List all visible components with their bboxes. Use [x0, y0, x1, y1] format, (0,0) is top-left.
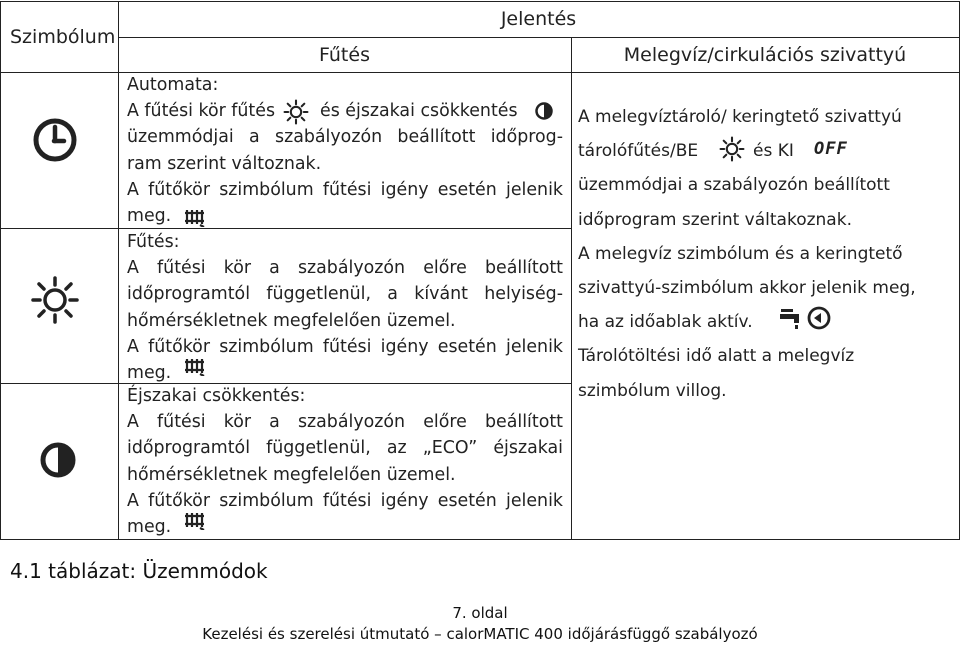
table-header-divider: [118, 37, 959, 38]
hotwater-line-9: szimbólum villog.: [578, 380, 727, 401]
heating-mode-line-1: A fűtési kör a szabályozón előre beállított: [127, 258, 563, 279]
eco-mode-line-5: [127, 514, 563, 540]
heating-mode-line-4: A fűtőkör szimbólum fűtési igény esetén jelenik: [127, 336, 563, 357]
eco-mode-line-4: A fűtőkör szimbólum fűtési igény esetén jelenik: [127, 490, 563, 511]
hotwater-line-8: Tárolótöltési idő alatt a melegvíz: [578, 346, 855, 367]
hotwater-cell: [578, 100, 953, 408]
radiator-icon: [184, 205, 206, 227]
heating-mode-cell: [127, 229, 563, 386]
auto-mode-line-5-text: meg.: [127, 205, 172, 226]
half-moon-icon: [534, 101, 554, 121]
heating-mode-title: Fűtés:: [127, 232, 180, 252]
auto-mode-line-1-b: és éjszakai csökkentés: [320, 101, 518, 122]
hotwater-line-2-b: és KI: [753, 141, 794, 162]
sun-icon: [719, 136, 745, 162]
hotwater-line-1: A melegvíztároló/ keringtető szivattyú: [578, 107, 902, 127]
table-border-left: [0, 1, 1, 540]
hotwater-line-4: időprogram szerint váltakoznak.: [578, 209, 852, 230]
heating-mode-line-2: időprogramtól függetlenül, a kívánt helyiség-: [127, 284, 563, 305]
eco-mode-line-2: időprogramtól függetlenül, az „ECO” éjszakai: [127, 438, 563, 459]
hotwater-line-5: A melegvíz szimbólum és a keringtető: [578, 243, 903, 264]
hotwater-line-7-text: ha az időablak aktív.: [578, 312, 753, 333]
eco-mode-line-3: hőmérsékletnek megfelelően üzemel.: [127, 464, 456, 485]
eco-mode-line-5-text: meg.: [127, 516, 172, 537]
auto-mode-cell: [127, 72, 563, 229]
clock-icon: [31, 116, 79, 164]
header-meaning: Jelentés: [500, 8, 577, 30]
header-symbol: Szimbólum: [10, 26, 116, 48]
off-label: OFF: [814, 139, 848, 160]
auto-mode-title: Automata:: [127, 75, 219, 95]
table-caption: 4.1 táblázat: Üzemmódok: [10, 559, 268, 583]
sun-icon: [283, 99, 309, 125]
radiator-icon: [184, 508, 206, 530]
heating-mode-line-3: hőmérsékletnek megfelelően üzemel.: [127, 310, 456, 331]
auto-mode-line-1: [127, 98, 563, 124]
tap-icon: [778, 306, 804, 330]
hotwater-line-6: szivattyú-szimbólum akkor jelenik meg,: [578, 277, 916, 298]
hotwater-line-2: [578, 134, 953, 168]
eco-mode-title: Éjszakai csökkentés:: [127, 386, 306, 406]
auto-mode-line-4: A fűtőkör szimbólum fűtési igény esetén jelenik: [127, 179, 563, 200]
table-col-divider-1: [118, 1, 119, 540]
page-number: 7. oldal: [452, 604, 508, 622]
radiator-icon: [184, 354, 206, 376]
half-moon-icon: [38, 440, 78, 480]
hotwater-line-2-a: tárolófűtés/BE: [578, 141, 699, 162]
eco-mode-line-1: A fűtési kör a szabályozón előre beállított: [127, 412, 563, 433]
table-border-top: [0, 1, 959, 2]
hotwater-line-7: [578, 305, 953, 339]
hotwater-line-3: üzemmódjai a szabályozón beállított: [578, 175, 890, 196]
auto-mode-line-3: ram szerint változnak.: [127, 153, 322, 174]
header-hotwater: Melegvíz/cirkulációs szivattyú: [623, 44, 907, 66]
auto-mode-line-5: [127, 203, 563, 229]
sun-icon: [31, 275, 79, 325]
footer-title: Kezelési és szerelési útmutató – calorMATIC 400 időjárásfüggő szabályozó: [202, 625, 758, 643]
table-col-divider-2: [571, 37, 572, 540]
header-heating: Fűtés: [319, 44, 370, 66]
heating-mode-line-5-text: meg.: [127, 362, 172, 383]
auto-mode-line-1-a: A fűtési kör fűtés: [127, 101, 275, 122]
pump-icon: [806, 305, 832, 331]
eco-mode-cell: [127, 383, 563, 540]
auto-mode-line-2: üzemmódjai a szabályozón beállított időprog-: [127, 127, 563, 148]
